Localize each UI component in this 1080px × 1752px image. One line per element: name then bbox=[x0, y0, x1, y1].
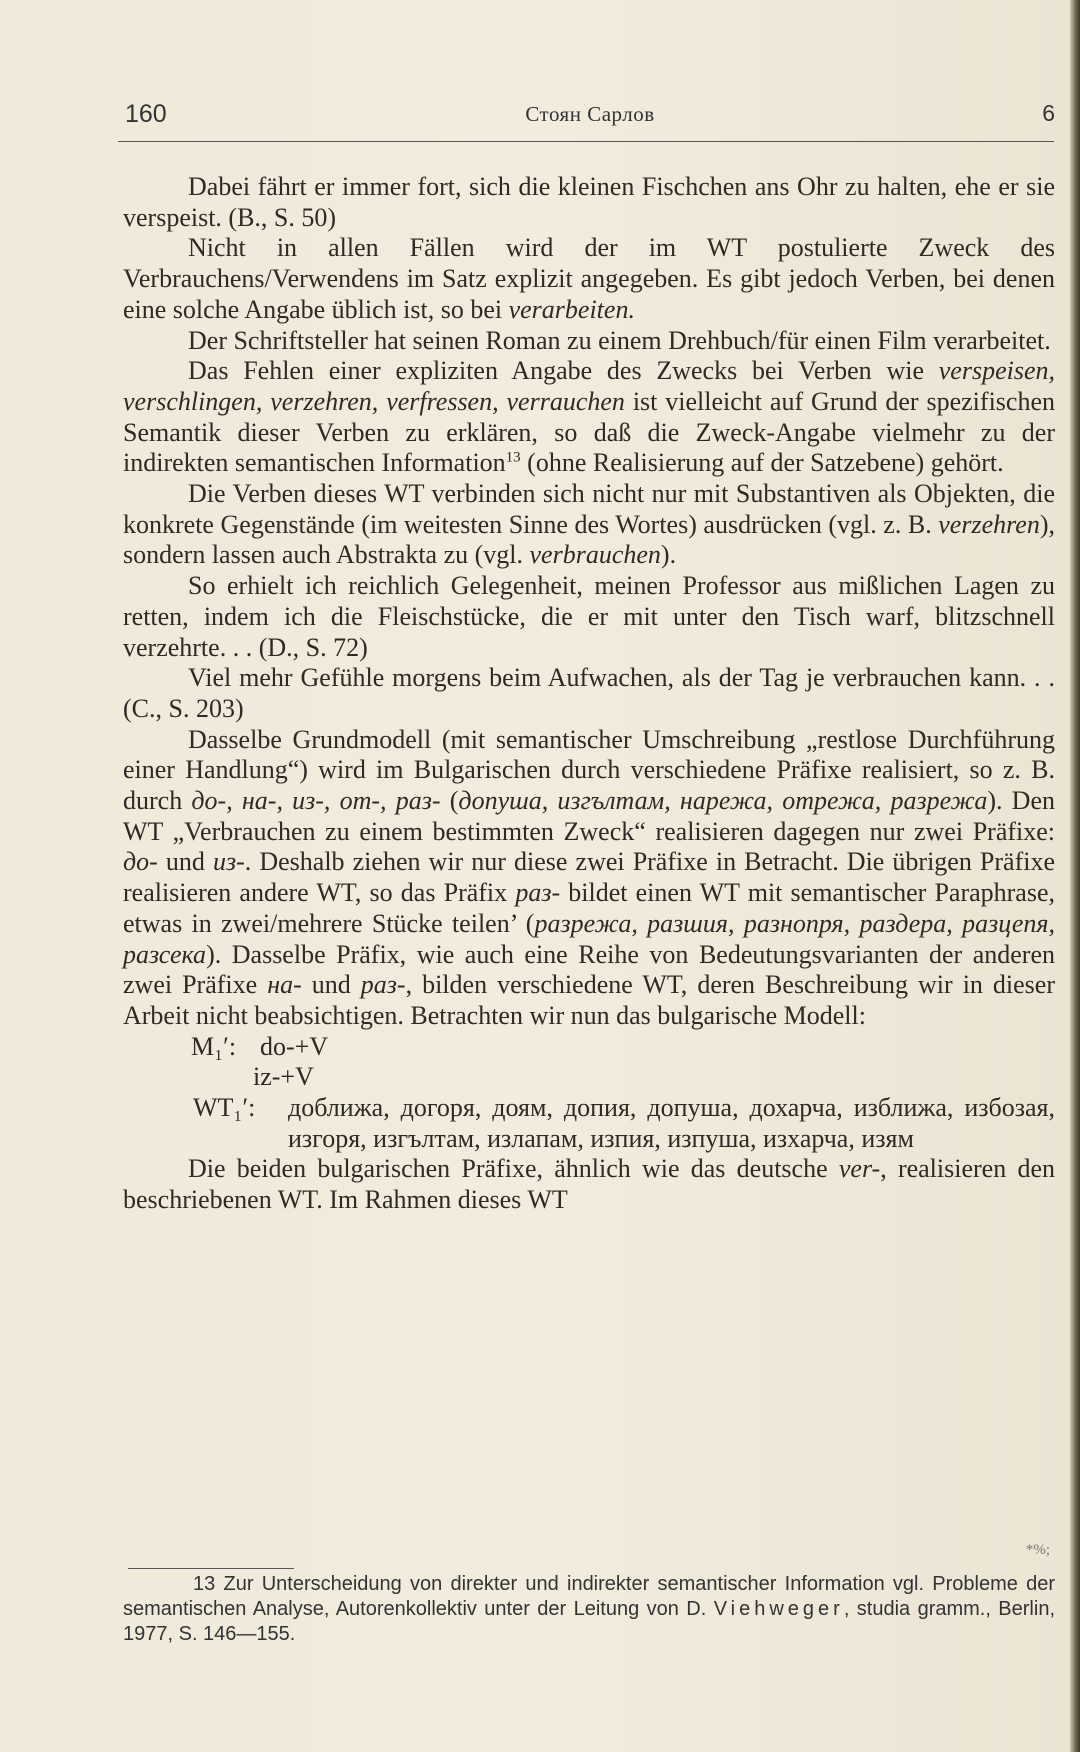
running-header bbox=[125, 100, 1055, 136]
paragraph: So erhielt ich reichlich Gelegenheit, meinen Professor aus mißlichen Lagen zu retten, indem ich die Fleischstücke, die er mit unter den Tisch warf, blitzschnell verzehrte. . . (D., S. 72) bbox=[123, 571, 1055, 662]
wt-label: WT₁′: bbox=[193, 1093, 256, 1123]
wt-examples: доближа, догоря, доям, допия, допуша, дохарча, изближа, избозая, изгоря, изгълтам, излапам, изпия, изпуша, изхарча, изям bbox=[288, 1093, 1055, 1153]
page-number: 160 bbox=[125, 100, 167, 128]
model-line: iz-+V bbox=[253, 1062, 314, 1092]
paragraph: Viel mehr Gefühle morgens beim Aufwachen, als der Tag je verbrauchen kann. . . (C., S. 203) bbox=[123, 663, 1055, 723]
wt-list bbox=[123, 1093, 1055, 1154]
model-formula bbox=[123, 1032, 1055, 1063]
paragraph: Nicht in allen Fällen wird der im WT postulierte Zweck des Verbrauchens/Verwendens im Satz explizit angegeben. Es gibt jedoch Verben, bei denen eine solche Angabe üblich ist, so bei verarbeiten. bbox=[123, 233, 1055, 324]
chapter-number: 6 bbox=[1042, 100, 1055, 126]
paragraph: Die beiden bulgarischen Präfixe, ähnlich wie das deutsche ver-, realisieren den beschriebenen WT. Im Rahmen dieses WT bbox=[123, 1154, 1055, 1215]
model-formula-2 bbox=[123, 1062, 1055, 1093]
footnote-number: 13 bbox=[193, 1573, 216, 1595]
page-edge bbox=[1070, 0, 1080, 1752]
paragraph: Dasselbe Grundmodell (mit semantischer Umschreibung „restlose Durchführung einer Handlung“) wird im Bulgarischen durch verschiedene Präfixe realisiert, so z. B. durch до-, на-, из-, от-, раз- (допуша, изгълтам, нарежа, отрежа, разрежа). Den WT „Verbrauchen zu einem bestimmten Zweck“ realisieren dagegen nur zwei Präfixe: до- und из-. Deshalb ziehen wir nur diese zwei Präfixe in Betracht. Die übrigen Präfixe realisieren andere WT, so das Präfix раз- bildet einen WT mit semantischer Paraphrase, etwas in zwei/mehrere Stücke teilen’ (разрежа, разшия, разнопря, раздера, разцепя, разсека). Dasselbe Präfix, wie auch eine Reihe von Bedeutungsvarianten der anderen zwei Präfixe на- und раз-, bilden verschiedene WT, deren Beschreibung wir in dieser Arbeit nicht beabsichtigen. Betrachten wir nun das bulgarische Modell: bbox=[123, 724, 1056, 1030]
footnote-rule bbox=[128, 1568, 294, 1569]
running-title: Стоян Сарлов bbox=[525, 102, 655, 126]
margin-mark: *%; bbox=[1025, 1542, 1050, 1558]
main-text bbox=[123, 172, 1055, 1216]
paragraph: Der Schriftsteller hat seinen Roman zu einem Drehbuch/für einen Film verarbeitet. bbox=[188, 325, 1051, 355]
paragraph: Dabei fährt er immer fort, sich die kleinen Fischchen ans Ohr zu halten, ehe er sie verspeist. (B., S. 50) bbox=[123, 172, 1055, 232]
paragraph: Die Verben dieses WT verbinden sich nicht nur mit Substantiven als Objekten, die konkrete Gegenstände (im weitesten Sinne des Wortes) ausdrücken (vgl. z. B. verzehren), sondern lassen auch Abstrakta zu (vgl. verbrauchen). bbox=[123, 479, 1055, 570]
footnote: 13 Zur Unterscheidung von direkter und indirekter semantischer Information vgl. Probleme der semantischen Analyse, Autorenkollektiv unter der Leitung von D. Viehweger, studia gramm., Berlin, 1977, S. 146—155. bbox=[123, 1573, 1056, 1645]
paragraph: Das Fehlen einer expliziten Angabe des Zwecks bei Verben wie verspeisen, verschlingen, verzehren, verfressen, verrauchen ist vielleicht auf Grund der spezifischen Semantik dieser Verben zu erklären, so daß die Zweck-Angabe vielmehr zu der indirekten semantischen Information$^{13}$ (ohne Realisierung auf der Satzebene) gehört. bbox=[123, 356, 1055, 478]
author-name: Viehweger bbox=[713, 1598, 844, 1620]
model-label: M₁′: bbox=[191, 1031, 237, 1061]
header-rule bbox=[118, 141, 1054, 142]
model-line: do-+V bbox=[260, 1031, 329, 1061]
footnote-ref: 13 bbox=[505, 449, 521, 466]
